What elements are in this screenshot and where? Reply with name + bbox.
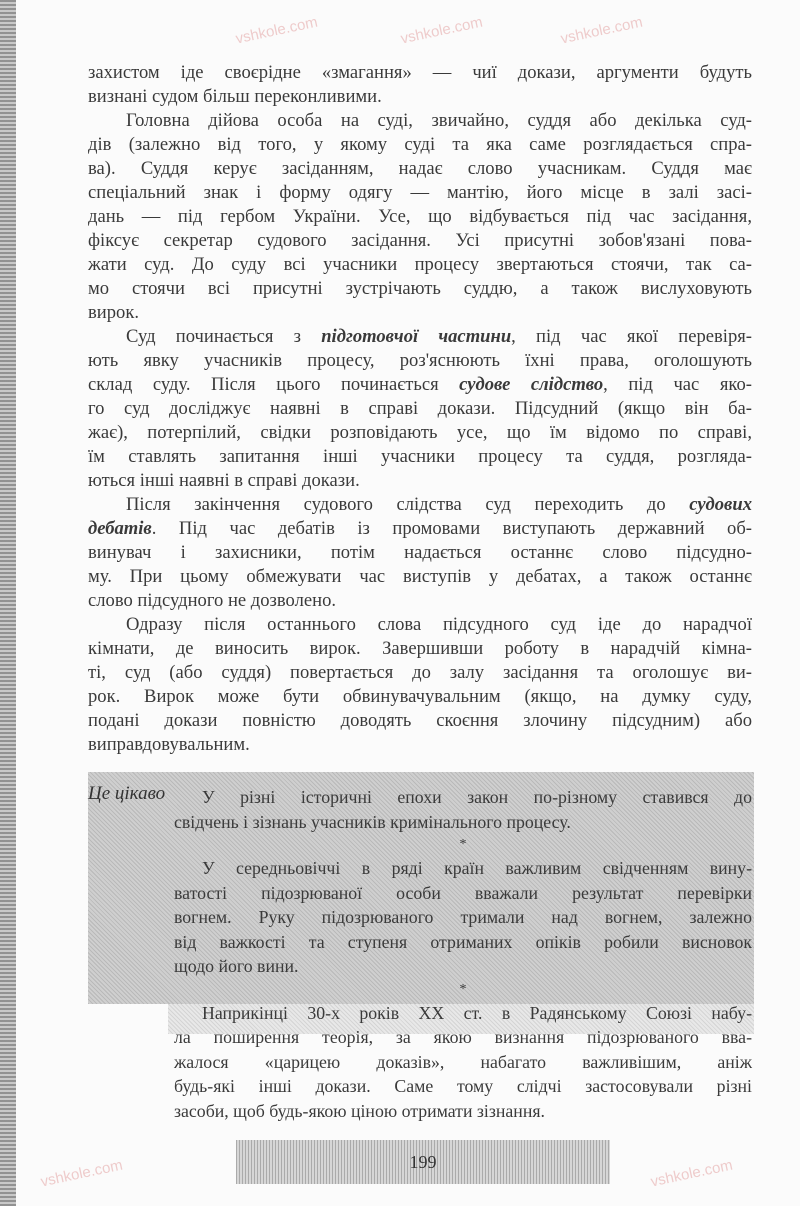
paragraph [88, 613, 752, 757]
box-text [174, 785, 752, 1123]
box-text-line: свідчень і зізнань учасників кримінального процесу. [174, 811, 571, 832]
text-line: вирок. [88, 302, 140, 323]
emphasized-term: підготовчої частини [321, 326, 512, 347]
text-line: визнані судом більш переконливими. [88, 86, 382, 107]
box-label: Це цікаво [88, 783, 166, 804]
box-text-line: будь-які інші докази. Саме тому слідчі застосовували різні [174, 1076, 752, 1096]
text-line: їм ставлять запитання інші учасники процесу та суддя, розгляда- [88, 446, 752, 467]
box-text-line: від важкості та ступеня отриманих опіків робили висновок [174, 931, 752, 952]
text-line: захистом іде своєрідне «змагання» — чиї докази, аргументи будуть [88, 62, 752, 83]
text-line [88, 373, 752, 397]
text-segment: . Під час дебатів із промовами виступають державний об- [151, 518, 752, 539]
box-text-line: Наприкінці 30-х років XX ст. в Радянському Союзі набу- [202, 1002, 752, 1023]
text-line: дань — під гербом України. Усе, що відбувається під час засідання, [88, 206, 752, 227]
text-segment: Суд починається з [126, 326, 322, 347]
box-text-line: У різні історичні епохи закон по-різному ставився до [202, 787, 752, 807]
watermark: vshkole.com [649, 1156, 735, 1191]
text-line: жає), потерпілий, свідки розповідають усе, що їм відомо по справі, [88, 422, 752, 443]
box-text-line: ла поширення теорія, за якою визнання підозрюваного вва- [174, 1027, 752, 1047]
separator-asterisk: * [459, 837, 467, 852]
text-segment: , під час яко- [603, 374, 752, 395]
box-text-line: ватості підозрюваної особи вважали результат перевірки [174, 882, 752, 903]
interesting-facts-box [88, 772, 754, 1124]
watermark: vshkole.com [399, 13, 485, 48]
text-line [88, 517, 752, 541]
text-line: ва). Суддя керує засіданням, надає слово учасникам. Суддя має [88, 158, 752, 179]
paragraph [88, 493, 752, 613]
text-line: ють явку учасників процесу, роз'яснюють їхні права, оголошують [88, 350, 752, 371]
watermark: vshkole.com [234, 13, 320, 48]
text-line: ються інші наявні в справі докази. [88, 470, 360, 491]
text-line: Головна дійова особа на суді, звичайно, суддя або декілька суд- [126, 110, 752, 131]
text-line: слово підсудного не дозволено. [88, 590, 337, 611]
text-line: му. При цьому обмежувати час виступів у дебатах, а також останнє [88, 566, 752, 587]
paragraph [88, 325, 752, 493]
box-text-line: жалося «царицею доказів», набагато важливішим, аніж [174, 1051, 752, 1072]
text-line: подані докази повністю доводять скоєння злочину підсудним) або [88, 710, 752, 731]
text-line: рок. Вирок може бути обвинувачувальним (якщо, на думку суду, [88, 686, 752, 707]
paragraph [88, 61, 752, 109]
page-number: 199 [236, 1140, 610, 1184]
scan-edge-artifact [0, 0, 16, 1206]
box-text-line: засоби, щоб будь-якою ціною отримати зізнання. [174, 1100, 545, 1121]
emphasized-term: судове слідство [459, 374, 604, 395]
text-line: го суд досліджує наявні в справі докази. Підсудний (якщо він ба- [88, 398, 752, 419]
separator-asterisk: * [459, 981, 467, 997]
text-line: кімнати, де виносить вирок. Завершивши роботу в нарадчій кімна- [88, 638, 752, 659]
text-segment: склад суду. Після цього починається [88, 374, 460, 395]
main-text [88, 61, 752, 757]
text-line: фіксує секретар судового засідання. Усі присутні зобов'язані пова- [88, 230, 752, 251]
text-line: жати суд. До суду всі учасники процесу звертаються стоячи, так са- [88, 254, 752, 275]
box-text-line: У середньовіччі в ряді країн важливим свідченням вину- [202, 858, 752, 878]
text-line: дів (залежно від того, у якому суді та яка саме розглядається спра- [88, 134, 752, 155]
box-text-line: щодо його вини. [174, 956, 299, 976]
text-line [88, 325, 752, 349]
text-segment: , під час якої перевіря- [511, 326, 752, 347]
emphasized-term: судових [689, 494, 752, 515]
watermark: vshkole.com [559, 13, 645, 48]
text-line: Одразу після останнього слова підсудного суд іде до нарадчої [126, 614, 752, 635]
text-line: спеціальний знак і форму одягу — мантію, його місце в залі засі- [88, 182, 752, 203]
text-line: мо стоячи всі присутні зустрічають суддю, а також вислуховують [88, 278, 752, 299]
text-line [88, 493, 752, 517]
text-line: ті, суд (або суддя) повертається до залу засідання та оголошує ви- [88, 662, 752, 683]
text-segment: Після закінчення судового слідства суд переходить до [126, 494, 690, 515]
watermark: vshkole.com [39, 1156, 125, 1191]
text-line: виправдовувальним. [88, 734, 250, 755]
paragraph [88, 109, 752, 325]
emphasized-term: дебатів [88, 518, 152, 539]
box-text-line: вогнем. Руку підозрюваного тримали над вогнем, залежно [174, 907, 752, 927]
text-line: винувач і захисники, потім надається останнє слово підсудно- [88, 542, 752, 563]
